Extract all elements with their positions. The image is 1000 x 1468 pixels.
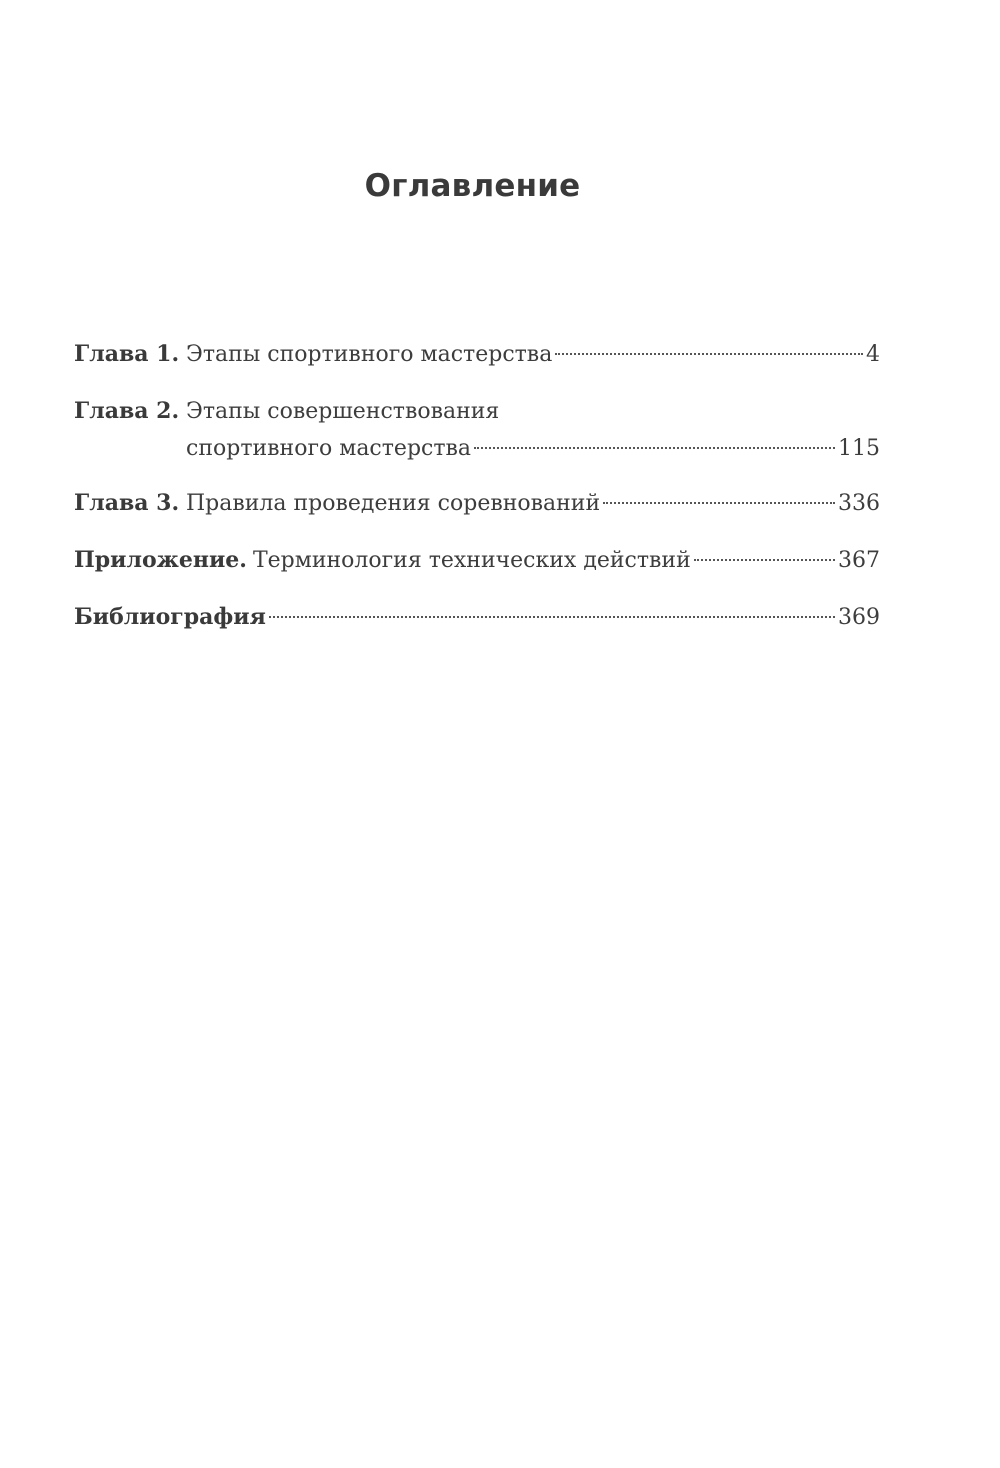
toc-entry-page-number: 115 <box>838 436 880 461</box>
toc-entry-title: Терминология технических действий <box>252 548 691 573</box>
toc-entry-label: Глава 3. <box>74 490 180 516</box>
dot-leader <box>474 447 835 449</box>
toc-entry-title: Правила проведения соревнований <box>186 491 601 516</box>
toc-entry-label: Библиография <box>74 604 266 630</box>
toc-entry-chapter-3[interactable] <box>74 485 880 522</box>
toc-entry-chapter-1[interactable] <box>74 336 880 373</box>
toc-entry-appendix[interactable] <box>74 542 880 579</box>
page-title: Оглавление <box>364 168 581 204</box>
toc-entry-bibliography[interactable] <box>74 599 880 636</box>
toc-entry-page-number: 4 <box>866 342 880 367</box>
toc-entry-label: Приложение. <box>74 547 247 573</box>
toc-entry-title: Этапы спортивного мастерства <box>186 342 553 367</box>
toc-entry-label: Глава 2. <box>74 398 180 424</box>
dot-leader <box>269 616 835 618</box>
toc-entry-title-continuation: спортивного мастерства <box>186 436 472 461</box>
toc-entry-title: Этапы совершенствования <box>186 399 500 424</box>
toc-entry-label: Глава 1. <box>74 341 180 367</box>
dot-leader <box>555 353 863 355</box>
toc-entry-chapter-2[interactable] <box>74 393 880 467</box>
dot-leader <box>603 502 835 504</box>
toc-entry-page-number: 336 <box>838 491 880 516</box>
dot-leader <box>694 559 835 561</box>
table-of-contents <box>74 336 880 656</box>
toc-entry-page-number: 369 <box>838 605 880 630</box>
toc-entry-page-number: 367 <box>838 548 880 573</box>
